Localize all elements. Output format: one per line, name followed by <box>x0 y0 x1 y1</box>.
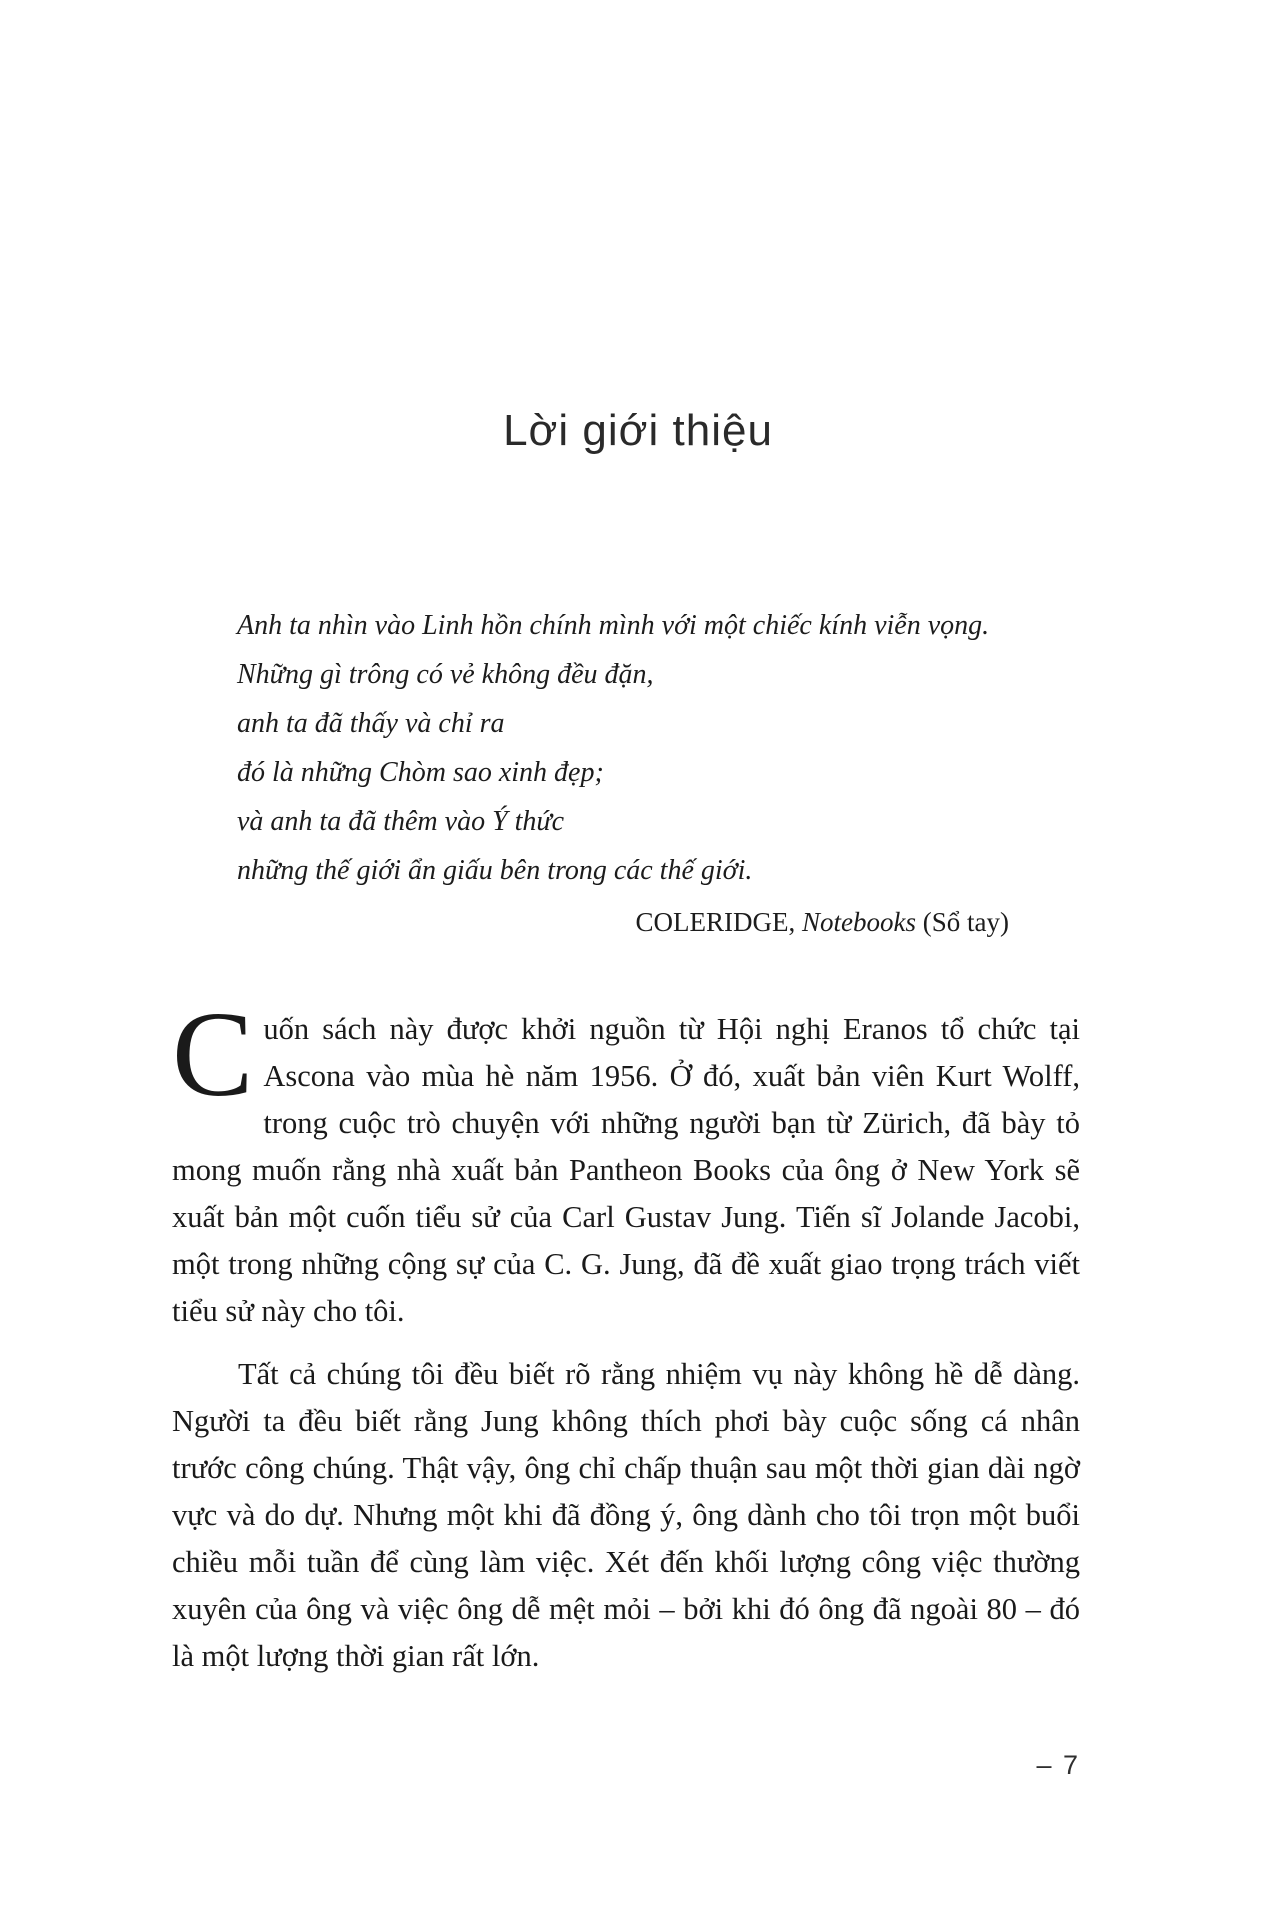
page-number: – 7 <box>1036 1750 1080 1780</box>
paragraph-1-text: uốn sách này được khởi nguồn từ Hội nghị Eranos tổ chức tại Ascona vào mùa hè năm 1956. Ở đó, xuất bản viên Kurt Wolff, trong cuộc trò chuyện với những người bạn từ Zürich, đã bày tỏ mong muốn rằng nhà xuất bản Pantheon Books của ông ở New York sẽ xuất bản một cuốn tiểu sử của Carl Gustav Jung. Tiến sĩ Jolande Jacobi, một trong những cộng sự của C. G. Jung, đã đề xuất giao trọng trách viết tiểu sử này cho tôi. <box>172 1012 1080 1328</box>
epigraph <box>237 601 1009 942</box>
epigraph-line-3: anh ta đã thấy và chỉ ra <box>237 708 505 739</box>
attribution-note: (Sổ tay) <box>916 907 1009 937</box>
attribution-author: COLERIDGE, <box>635 907 803 937</box>
epigraph-line-6: những thế giới ẩn giấu bên trong các thế giới. <box>237 855 753 886</box>
paragraph-1 <box>172 987 1080 1335</box>
chapter-title: Lời giới thiệu <box>503 406 773 455</box>
drop-cap: C <box>172 987 254 1122</box>
body-text <box>172 987 1080 1680</box>
epigraph-line-1: Anh ta nhìn vào Linh hồn chính mình với một chiếc kính viễn vọng. <box>237 610 990 641</box>
paragraph-2: Tất cả chúng tôi đều biết rõ rằng nhiệm vụ này không hề dễ dàng. Người ta đều biết rằng Jung không thích phơi bày cuộc sống cá nhân trước công chúng. Thật vậy, ông chỉ chấp thuận sau một thời gian dài ngờ vực và do dự. Nhưng một khi đã đồng ý, ông dành cho tôi trọn một buổi chiều mỗi tuần để cùng làm việc. Xét đến khối lượng công việc thường xuyên của ông và việc ông dễ mệt mỏi – bởi khi đó ông đã ngoài 80 – đó là một lượng thời gian rất lớn. <box>172 1357 1080 1673</box>
epigraph-line-2: Những gì trông có vẻ không đều đặn, <box>237 659 654 690</box>
epigraph-attribution <box>237 902 1009 942</box>
epigraph-line-5: và anh ta đã thêm vào Ý thức <box>237 806 565 837</box>
attribution-work-title: Notebooks <box>802 907 917 937</box>
epigraph-line-4: đó là những Chòm sao xinh đẹp; <box>237 757 604 788</box>
